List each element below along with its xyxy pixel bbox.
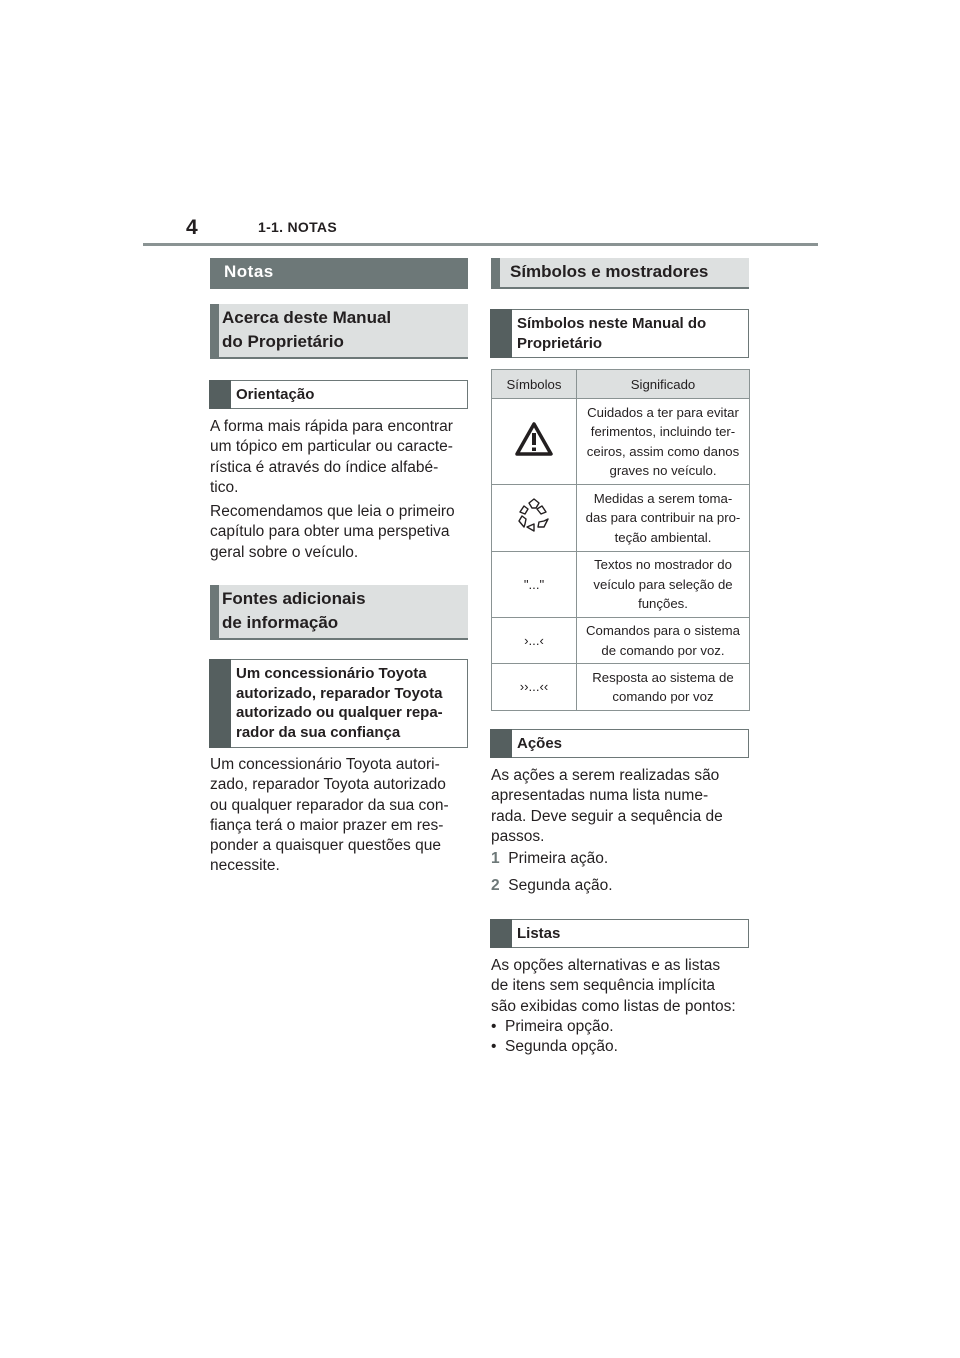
warning-triangle-icon (515, 422, 553, 456)
recycle-icon (515, 497, 553, 533)
text-line: veículo para seleção de (593, 576, 733, 592)
list-item: • Segunda opção. (491, 1038, 618, 1056)
text-line: As opções alternativas e as listas (491, 957, 721, 974)
symbol-cell: ›...‹ (492, 618, 577, 664)
text-line: autorizado ou qualquer repa- (236, 704, 443, 721)
text-line: necessite. (210, 857, 280, 875)
text-line: Medidas a serem toma- (593, 490, 733, 506)
acoes-title: Ações (517, 735, 563, 752)
text-line: Comandos para o sistema (586, 623, 740, 638)
text-line: capítulo para obter uma perspetiva (210, 523, 450, 541)
table-row (492, 485, 750, 552)
step-number: 2 (491, 877, 500, 894)
listas-title: Listas (517, 925, 561, 942)
meaning-cell (577, 485, 750, 552)
listas-heading (490, 919, 749, 948)
acoes-heading (490, 729, 749, 758)
heading-bar (490, 729, 512, 758)
text-line: graves no veículo. (609, 463, 717, 478)
text-line: Resposta ao sistema de (592, 669, 734, 685)
text-line: fiança terá o maior prazer em res- (210, 816, 444, 834)
symbols-table (491, 369, 750, 711)
meaning-cell (577, 618, 750, 664)
header-rule (143, 243, 818, 246)
list-item: • Primeira opção. (491, 1017, 614, 1035)
symbol-cell (492, 485, 577, 552)
text-line: comando por voz (612, 689, 714, 704)
section-acerca-manual (210, 304, 468, 359)
text-line: são exibidas como listas de pontos: (491, 997, 736, 1015)
text-line: As ações a serem realizadas são (491, 767, 720, 784)
listas-paragraph (491, 956, 756, 1057)
step-number: 1 (491, 850, 500, 867)
text-line: apresentadas numa lista nume- (491, 787, 709, 805)
text-line: tico. (210, 478, 239, 496)
text-line: Textos no mostrador do (594, 557, 732, 573)
text-line: A forma mais rápida para encontrar (210, 418, 453, 435)
text-line: ponder a quaisquer questões que (210, 837, 441, 855)
symbol-cell: ››...‹‹ (492, 664, 577, 711)
text-line: teção ambiental. (614, 529, 712, 545)
step-item (491, 876, 756, 896)
text-line: Cuidados a ter para evitar (587, 404, 739, 420)
text-line: ceiros, assim como danos (586, 443, 740, 459)
section-title-line: do Proprietário (222, 332, 344, 351)
text-line: rada. Deve seguir a sequência de (491, 807, 723, 825)
table-row (492, 618, 750, 664)
chapter-title: 1-1. NOTAS (258, 219, 337, 235)
text-line: rador da sua confiança (236, 723, 401, 741)
table-header-row (492, 370, 750, 399)
orientacao-paragraph-2 (210, 502, 475, 563)
heading-bar (209, 380, 231, 409)
section-fontes-adicionais (210, 585, 468, 640)
step-item (491, 849, 756, 869)
simbolos-manual-heading (490, 309, 749, 358)
text-line: autorizado, reparador Toyota (236, 684, 443, 702)
dealer-title (236, 664, 463, 742)
bullet-text: Segunda opção. (505, 1038, 618, 1056)
step-text: Segunda ação. (508, 877, 613, 894)
text-line: rística é através do índice alfabé- (210, 458, 439, 476)
text-line: de comando por voz. (601, 642, 725, 658)
text-line: geral sobre o veículo. (210, 543, 359, 561)
table-row (492, 399, 750, 485)
text-line: Símbolos neste Manual do (517, 315, 707, 332)
orientacao-title: Orientação (236, 386, 315, 403)
text-line: de itens sem sequência implícita (491, 977, 716, 995)
meaning-cell (577, 664, 750, 711)
dealer-paragraph (210, 755, 475, 877)
text-line: passos. (491, 827, 545, 845)
step-text: Primeira ação. (508, 850, 609, 867)
orientacao-paragraph-1 (210, 417, 475, 498)
meaning-cell (577, 552, 750, 618)
text-line: funções. (638, 596, 688, 612)
section-title-line: de informação (222, 613, 339, 632)
text-line: ou qualquer reparador da sua con- (210, 796, 449, 814)
dealer-heading (209, 659, 468, 748)
simbolos-manual-title (517, 314, 744, 353)
section-title-line: Fontes adicionais (222, 589, 366, 608)
acoes-paragraph (491, 766, 756, 847)
text-line: Um concessionário Toyota (236, 665, 427, 682)
heading-bar (490, 919, 512, 948)
table-row (492, 664, 750, 711)
text-line: zado, reparador Toyota autorizado (210, 776, 446, 794)
heading-bar (490, 309, 512, 358)
notas-title: Notas (210, 258, 468, 289)
symbol-cell: "..." (492, 552, 577, 618)
text-line: Recomendamos que leia o primeiro (210, 503, 455, 520)
table-row (492, 552, 750, 618)
orientacao-heading (209, 380, 468, 409)
text-line: Proprietário (517, 334, 603, 352)
header-significado: Significado (577, 370, 750, 399)
header-simbolos: Símbolos (492, 370, 577, 399)
section-title-line: Acerca deste Manual (222, 308, 392, 327)
text-line: das para contribuir na pro- (585, 510, 741, 526)
simbolos-mostradores-title: Símbolos e mostradores (491, 258, 749, 289)
meaning-cell (577, 399, 750, 485)
heading-bar (209, 659, 231, 748)
text-line: um tópico em particular ou caracte- (210, 438, 453, 456)
page-number: 4 (186, 216, 198, 239)
text-line: ferimentos, incluindo ter- (590, 424, 736, 439)
symbol-cell (492, 399, 577, 485)
text-line: Um concessionário Toyota autori- (210, 756, 440, 773)
bullet-text: Primeira opção. (505, 1017, 614, 1035)
